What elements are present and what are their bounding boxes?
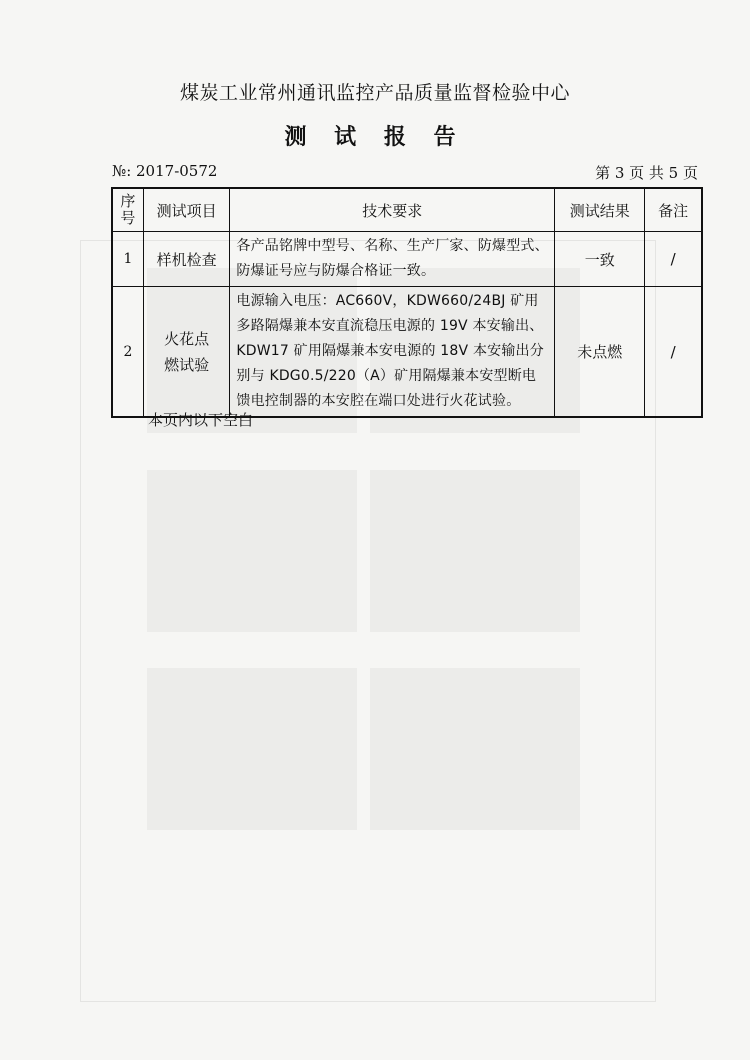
- header-no: 序号: [112, 188, 143, 232]
- row-requirement: 电源输入电压：AC660V，KDW660/24BJ 矿用多路隔爆兼本安直流稳压电源的 19V 本安输出、KDW17 矿用隔爆兼本安电源的 18V 本安输出分别与 KDG0.5/220（A）矿用隔爆兼本安型断电馈电控制器的本安腔在端口处进行火花试验。: [236, 293, 544, 409]
- row-note: /: [645, 232, 702, 287]
- row-item: 样机检查: [143, 232, 230, 287]
- header-note: 备注: [645, 188, 702, 232]
- row-result: 未点燃: [555, 287, 645, 418]
- page-indicator: 第 3 页 共 5 页: [595, 164, 698, 182]
- header-result: 测试结果: [555, 188, 645, 232]
- table-row: [112, 287, 702, 418]
- row-item: 火花点燃试验: [164, 329, 210, 374]
- row-note: /: [645, 287, 702, 418]
- page-title: 测 试 报 告: [284, 125, 466, 150]
- row-result: 一致: [555, 232, 645, 287]
- header-requirement: 技术要求: [230, 188, 555, 232]
- report-number: №: 2017-0572: [112, 162, 218, 180]
- row-no: 1: [112, 232, 143, 287]
- row-requirement: 各产品铭牌中型号、名称、生产厂家、防爆型式、防爆证号应与防爆合格证一致。: [236, 238, 549, 279]
- header-item: 测试项目: [143, 188, 230, 232]
- row-no: 2: [112, 287, 143, 418]
- test-results-table: [111, 187, 703, 418]
- blank-below-note: 本页内以下空白: [148, 411, 254, 429]
- table-header-row: [112, 188, 702, 232]
- table-row: [112, 232, 702, 287]
- organization-name: 煤炭工业常州通讯监控产品质量监督检验中心: [179, 82, 570, 104]
